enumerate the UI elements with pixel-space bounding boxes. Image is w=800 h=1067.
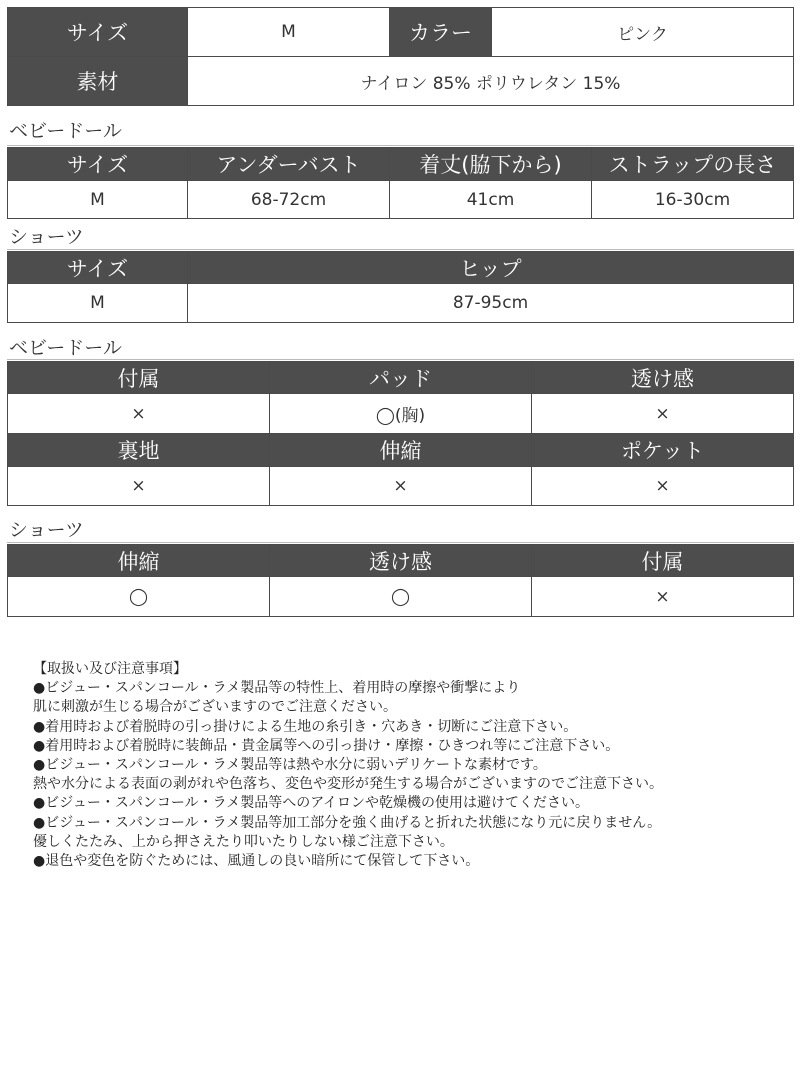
table-header: 付属 [532, 545, 794, 577]
table-cell: × [8, 467, 270, 506]
table-cell: × [532, 467, 794, 506]
table-header: サイズ [8, 148, 188, 181]
table-header: 透け感 [532, 362, 794, 394]
note-line: ●ビジュー・スパンコール・ラメ製品等は熱や水分に弱いデリケートな素材です。 [33, 757, 547, 774]
size-label: サイズ [8, 8, 188, 57]
material-value: ナイロン 85% ポリウレタン 15% [188, 57, 794, 106]
table-cell: M [8, 284, 188, 323]
table-cell: × [8, 394, 270, 434]
note-line: ●ビジュー・スパンコール・ラメ製品等へのアイロンや乾燥機の使用は避けてください。 [33, 795, 589, 812]
note-line: 熱や水分による表面の剥がれや色落ち、変色や変形が発生する場合がございますのでご注意下さい。 [33, 776, 663, 793]
note-line: ●退色や変色を防ぐためには、風通しの良い暗所にて保管して下さい。 [33, 853, 480, 870]
section-divider [7, 359, 794, 360]
note-line: ●着用時および着脱時に装飾品・貴金属等への引っ掛け・摩擦・ひきつれ等にご注意下さい。 [33, 737, 620, 754]
summary-table [7, 7, 794, 106]
table-header: 伸縮 [8, 545, 270, 577]
table-header: ストラップの長さ [592, 148, 794, 181]
note-line: 優しくたたみ、上から押さえたり叩いたりしない様ご注意下さい。 [33, 833, 454, 850]
note-line: 肌に刺激が生じる場合がございますのでご注意ください。 [33, 699, 397, 716]
table-header: パッド [270, 362, 532, 394]
table-header: 裏地 [8, 434, 270, 467]
table-header: サイズ [8, 252, 188, 284]
section-divider [7, 145, 794, 146]
section-label-babydoll-spec: ベビードール [9, 337, 122, 359]
table-cell: × [532, 577, 794, 617]
table-header: アンダーバスト [188, 148, 390, 181]
shorts-spec-table [7, 544, 794, 617]
color-label: カラー [390, 8, 492, 57]
note-line: ●着用時および着脱時の引っ掛けによる生地の糸引き・穴あき・切断にご注意下さい。 [33, 718, 578, 735]
section-divider [7, 542, 794, 543]
note-line: ●ビジュー・スパンコール・ラメ製品等の特性上、着用時の摩擦や衝撃により [33, 680, 521, 697]
table-cell: × [532, 394, 794, 434]
section-label-babydoll-size: ベビードール [9, 120, 122, 142]
table-cell: M [8, 181, 188, 219]
color-value: ピンク [492, 8, 794, 57]
table-header: 伸縮 [270, 434, 532, 467]
material-label: 素材 [8, 57, 188, 106]
table-cell: 87-95cm [188, 284, 794, 323]
table-cell: 16-30cm [592, 181, 794, 219]
notes-heading: 【取扱い及び注意事項】 [33, 661, 187, 677]
babydoll-spec-table [7, 361, 794, 506]
table-header: ヒップ [188, 252, 794, 284]
section-label-shorts-size: ショーツ [9, 226, 84, 248]
babydoll-size-table [7, 147, 794, 219]
section-divider [7, 249, 794, 250]
note-line: ●ビジュー・スパンコール・ラメ製品等加工部分を強く曲げると折れた状態になり元に戻りません。 [33, 814, 662, 831]
table-cell: 68-72cm [188, 181, 390, 219]
table-cell: ◯ [8, 577, 270, 617]
care-notes [33, 660, 663, 871]
table-header: 透け感 [270, 545, 532, 577]
table-header: 着丈(脇下から) [390, 148, 592, 181]
table-header: ポケット [532, 434, 794, 467]
table-header: 付属 [8, 362, 270, 394]
table-cell: ◯ [270, 577, 532, 617]
shorts-size-table [7, 251, 794, 323]
table-cell: ◯(胸) [270, 394, 532, 434]
section-label-shorts-spec: ショーツ [9, 519, 84, 541]
table-cell: 41cm [390, 181, 592, 219]
table-cell: × [270, 467, 532, 506]
size-value: M [188, 8, 390, 57]
